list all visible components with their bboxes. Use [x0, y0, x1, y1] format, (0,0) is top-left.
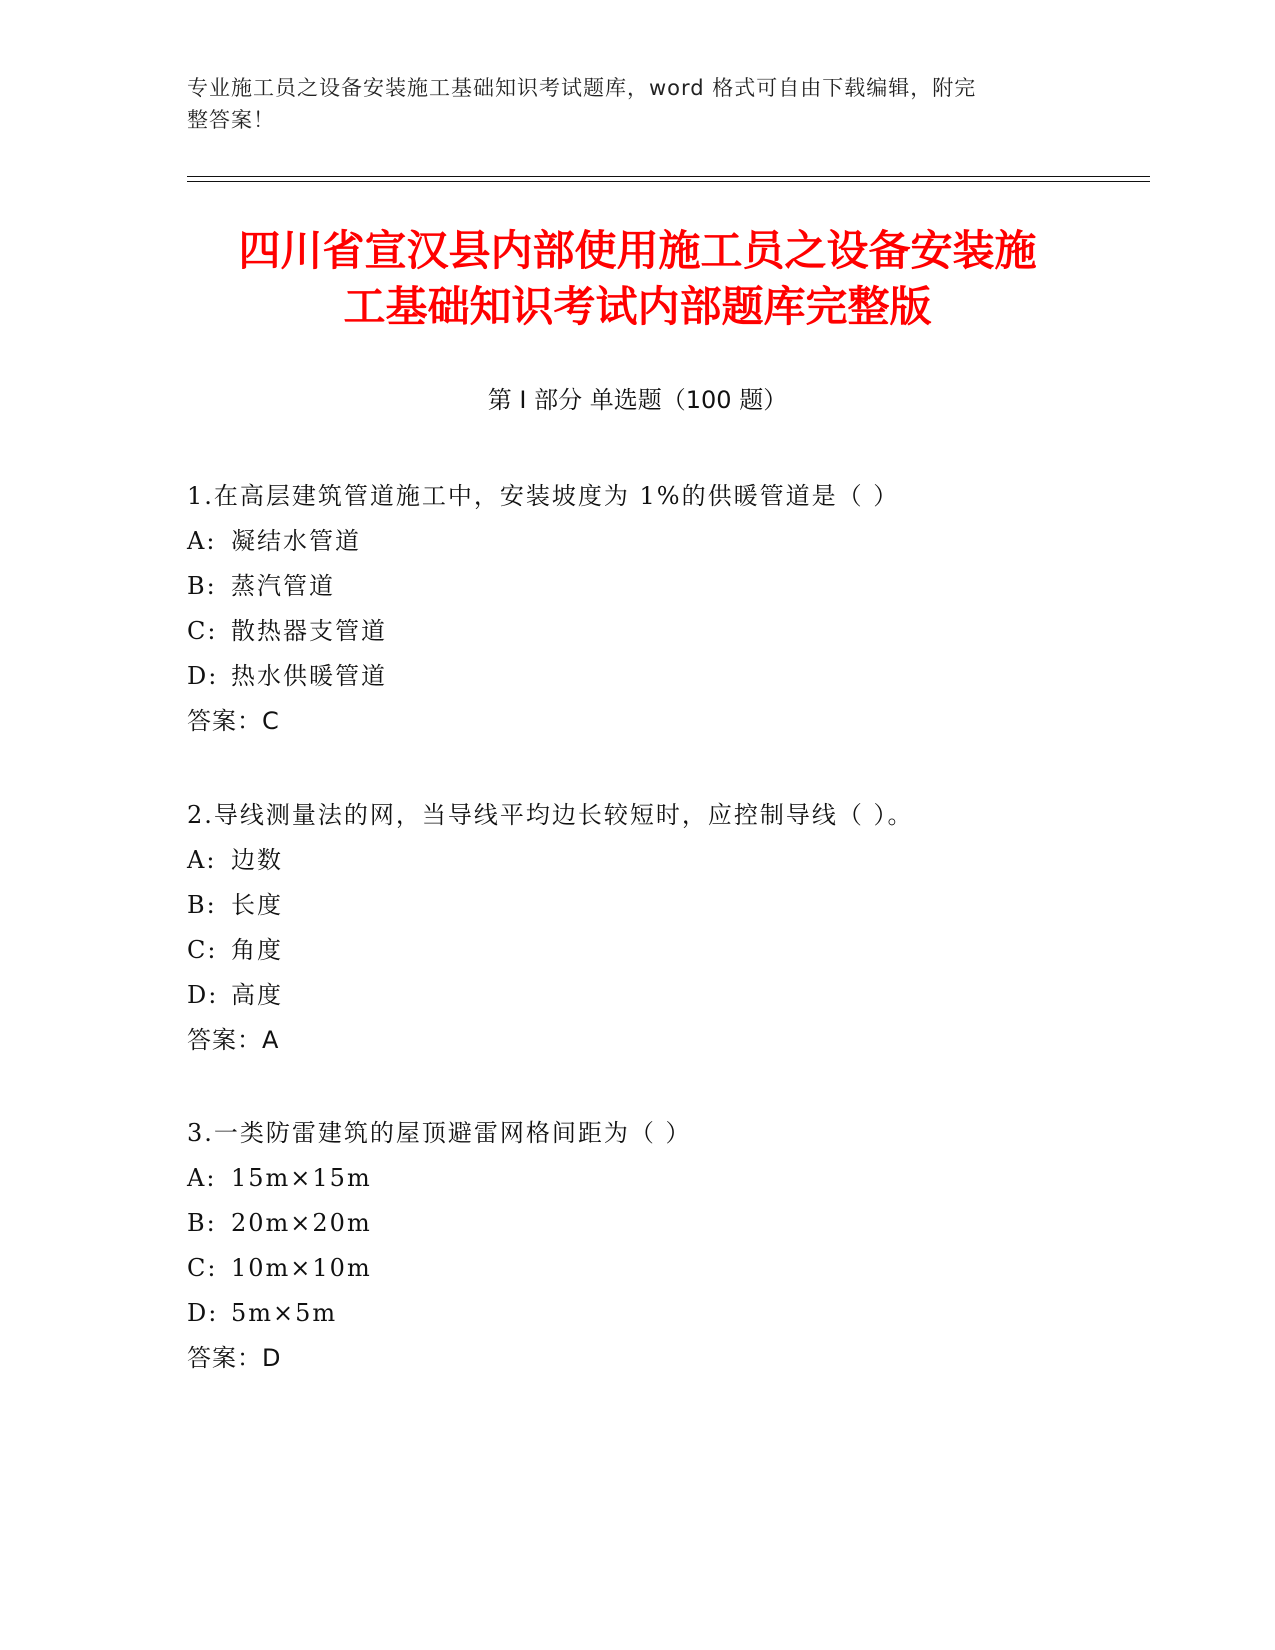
option-a	[187, 519, 1137, 564]
document-title-line-1: 四川省宣汉县内部使用施工员之设备安装施	[238, 226, 1037, 275]
answer-line: 答案：A	[187, 1026, 280, 1054]
option-text: 20m×20m	[231, 1209, 372, 1237]
question-2	[187, 793, 1137, 1063]
option-b	[187, 564, 1137, 609]
document-title	[140, 223, 1135, 335]
question-stem: 2.导线测量法的网，当导线平均边长较短时，应控制导线（ ）。	[187, 801, 914, 829]
option-text: 10m×10m	[231, 1254, 372, 1282]
option-text: 角度	[231, 936, 283, 964]
option-letter: C:	[187, 1254, 218, 1282]
section-heading: 第 I 部分 单选题（100 题）	[487, 386, 788, 414]
question-stem: 1.在高层建筑管道施工中，安装坡度为 1%的供暖管道是（ ）	[187, 482, 900, 510]
option-letter: C:	[187, 617, 218, 645]
option-b	[187, 883, 1137, 928]
option-text: 边数	[231, 846, 283, 874]
intro-line-1: 专业施工员之设备安装施工基础知识考试题库，word 格式可自由下载编辑，附完	[187, 76, 977, 100]
document-title-line-2: 工基础知识考试内部题库完整版	[343, 282, 932, 331]
option-text: 散热器支管道	[231, 617, 387, 645]
option-letter: B:	[187, 891, 217, 919]
question-3	[187, 1111, 1137, 1381]
question-stem: 3.一类防雷建筑的屋顶避雷网格间距为（ ）	[187, 1119, 692, 1147]
option-letter: D:	[187, 981, 219, 1009]
option-letter: D:	[187, 1299, 219, 1327]
header-divider-bottom	[187, 181, 1150, 182]
option-c	[187, 1246, 1137, 1291]
option-text: 热水供暖管道	[231, 662, 387, 690]
option-letter: A:	[187, 527, 217, 555]
option-letter: B:	[187, 1209, 217, 1237]
intro-line-2: 整答案！	[187, 108, 275, 132]
option-letter: A:	[187, 1164, 217, 1192]
option-text: 高度	[231, 981, 283, 1009]
option-c	[187, 609, 1137, 654]
document-intro	[187, 72, 1087, 136]
header-divider-top	[187, 176, 1150, 177]
option-c	[187, 928, 1137, 973]
option-text: 5m×5m	[231, 1299, 338, 1327]
option-text: 凝结水管道	[231, 527, 361, 555]
option-letter: D:	[187, 662, 219, 690]
option-text: 长度	[231, 891, 283, 919]
option-letter: C:	[187, 936, 218, 964]
option-d	[187, 1291, 1137, 1336]
option-text: 15m×15m	[231, 1164, 372, 1192]
answer-line: 答案：C	[187, 707, 280, 735]
option-a	[187, 838, 1137, 883]
option-letter: B:	[187, 572, 217, 600]
option-d	[187, 654, 1137, 699]
option-text: 蒸汽管道	[231, 572, 335, 600]
option-letter: A:	[187, 846, 217, 874]
option-a	[187, 1156, 1137, 1201]
answer-line: 答案：D	[187, 1344, 282, 1372]
question-1	[187, 474, 1137, 744]
option-b	[187, 1201, 1137, 1246]
option-d	[187, 973, 1137, 1018]
